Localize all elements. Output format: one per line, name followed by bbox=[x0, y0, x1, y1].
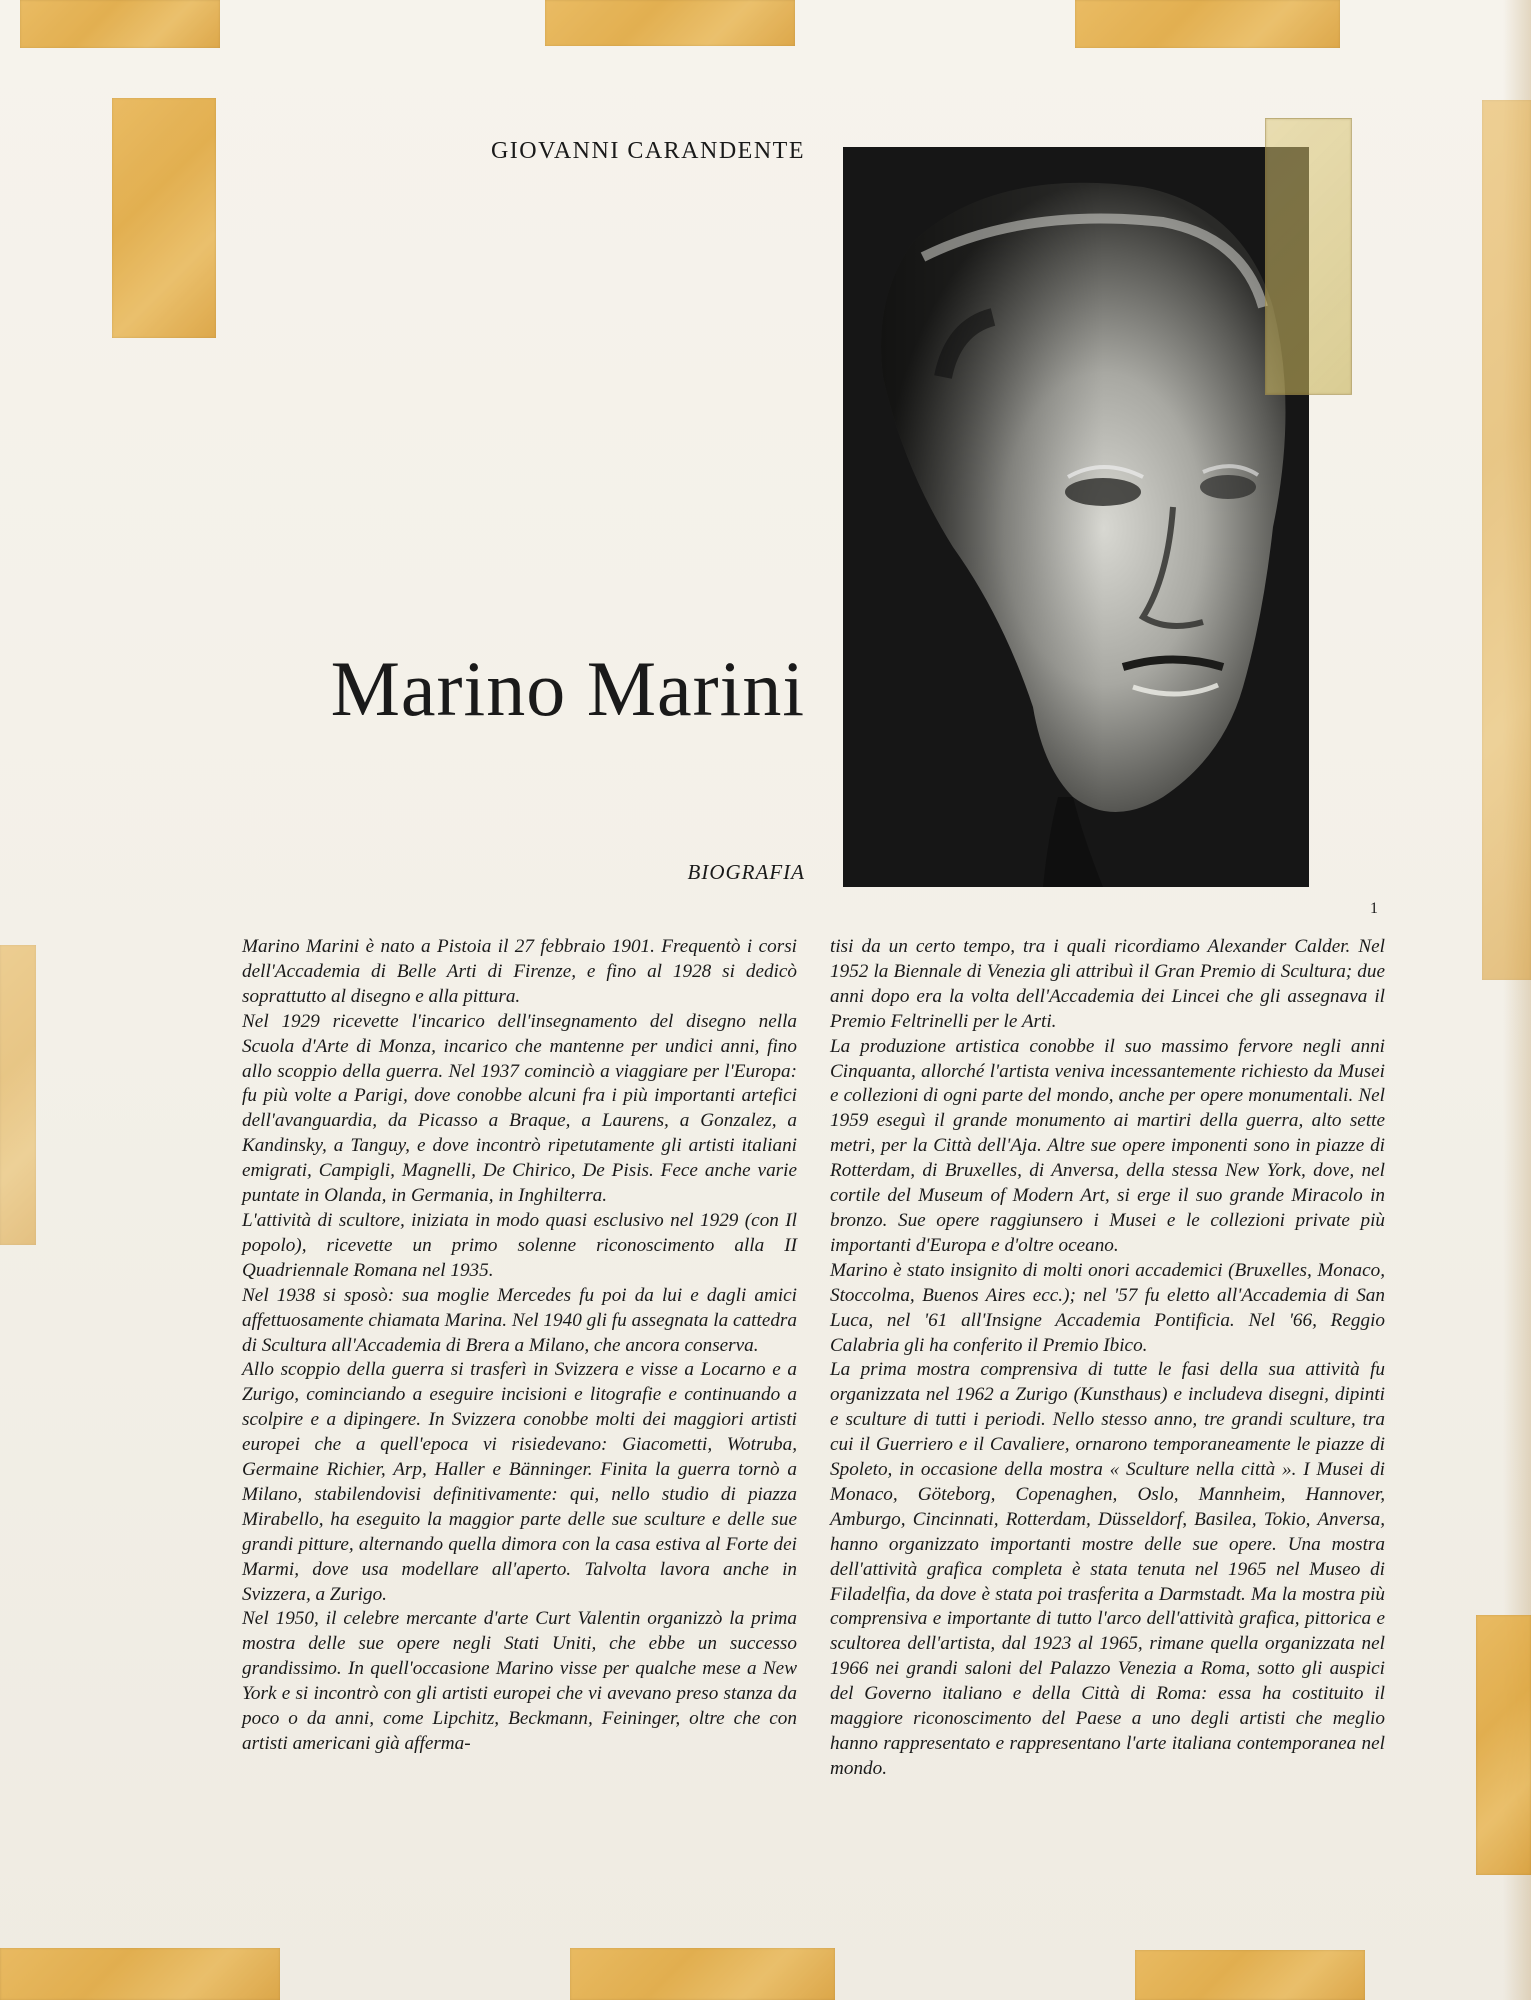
paragraph: tisi da un certo tempo, tra i quali ricordiamo Alexander Calder. Nel 1952 la Biennale di Venezia gli attribuì il Gran Premio di Scultura; due anni dopo era la volta dell'Accademia dei Lincei che gli assegnava il Premio Feltrinelli per le Arti. bbox=[830, 936, 1385, 1032]
section-subtitle: BIOGRAFIA bbox=[687, 860, 805, 884]
sculpture-photo bbox=[843, 147, 1309, 887]
paragraph: Nel 1950, il celebre mercante d'arte Curt Valentin organizzò la prima mostra delle sue opere negli Stati Uniti, che ebbe un successo grandissimo. In quell'occasione Marino visse per qualche mese a New York e si incontrò con gli artisti europei che vi avevano preso stanza da poco o da anni, come Lipchitz, Beckmann, Feininger, oltre che con artisti americani già afferma- bbox=[242, 1608, 797, 1754]
tape-bottom-left bbox=[0, 1948, 280, 2000]
tape-right-edge-lower bbox=[1476, 1615, 1531, 1875]
tape-top-right bbox=[1075, 0, 1340, 48]
tape-left-upper bbox=[112, 98, 216, 338]
tape-right-edge-upper bbox=[1482, 100, 1531, 980]
tape-top-center bbox=[545, 0, 795, 46]
paragraph: Nel 1929 ricevette l'incarico dell'insegnamento del disegno nella Scuola d'Arte di Monza, incarico che mantenne per undici anni, fino allo scoppio della guerra. Nel 1937 cominciò a viaggiare per l'Europa: fu più volte a Parigi, dove conobbe alcuni fra i più importanti artefici dell'avanguardia, da Picasso a Braque, a Laurens, a Gonzalez, a Kandinsky, a Tanguy, e dove incontrò ripetutamente gli artisti italiani emigrati, Campigli, Magnelli, De Chirico, De Pisis. Fece anche varie puntate in Olanda, in Germania, in Inghilterra. bbox=[242, 1010, 797, 1207]
paragraph: La prima mostra comprensiva di tutte le fasi della sua attività fu organizzata nel 1962 a Zurigo (Kunsthaus) e includeva disegni, dipinti e sculture di tutti i periodi. Nello stesso anno, tre grandi sculture, tra cui il Guerriero e il Cavaliere, ornarono temporaneamente le piazze di Spoleto, in occasione della mostra « Sculture nella città ». I Musei di Monaco, Göteborg, Copenaghen, Oslo, Mannheim, Hannover, Amburgo, Cincinnati, Rotterdam, Düsseldorf, Basilea, Tokio, Anversa, hanno organizzato importanti mostre delle sue opere. Una mostra dell'attività grafica completa è stata tenuta nel 1965 nel Museo di Filadelfia, da dove è stata poi trasferita a Darmstadt. Ma la mostra più comprensiva e importante di tutto l'arco dell'attività grafica, pittorica e scultorea dell'artista, dal 1923 al 1965, rimane quella organizzata nel 1966 nei grandi saloni del Palazzo Venezia a Roma, sotto gli auspici del Governo italiano e della Città di Roma: essa ha costituito il maggiore riconoscimento del Paese a uno degli artisti che meglio hanno rappresentato e rappresentano l'arte italiana contemporanea nel mondo. bbox=[830, 1359, 1385, 1779]
tape-top-left bbox=[20, 0, 220, 48]
biography-column-left bbox=[242, 935, 797, 1757]
paragraph: L'attività di scultore, iniziata in modo quasi esclusivo nel 1929 (con Il popolo), ricevette un primo solenne riconoscimento alla II Quadriennale Romana nel 1935. bbox=[242, 1209, 797, 1281]
author-name: GIOVANNI CARANDENTE bbox=[490, 138, 805, 164]
paragraph: La produzione artistica conobbe il suo massimo fervore negli anni Cinquanta, allorché l'artista veniva incessantemente richiesto da Musei e collezioni di ogni parte del mondo, anche per opere monumentali. Nel 1959 eseguì il grande monumento ai martiri della guerra, alto sette metri, per la Città dell'Aja. Altre sue opere imponenti sono in piazze di Rotterdam, di Bruxelles, di Anversa, della stessa New York, dove, nel cortile del Museum of Modern Art, si erge il suo grande Miracolo in bronzo. Sue opere raggiunsero i Musei e le collezioni private più importanti d'Europa e d'oltre oceano. bbox=[830, 1035, 1385, 1256]
paragraph: Nel 1938 si sposò: sua moglie Mercedes fu poi da lui e dagli amici affettuosamente chiamata Marina. Nel 1940 gli fu assegnata la cattedra di Scultura all'Accademia di Brera a Milano, che ancora conserva. bbox=[242, 1284, 797, 1356]
paragraph: Marino è stato insignito di molti onori accademici (Bruxelles, Monaco, Stoccolma, Buenos Aires ecc.); nel '57 fu eletto all'Accademia di San Luca, nel '61 all'Insigne Accademia Pontificia. Nel '66, Reggio Calabria gli ha conferito il Premio Ibico. bbox=[830, 1259, 1385, 1356]
page-title: Marino Marini bbox=[330, 645, 805, 732]
bronze-head-illustration bbox=[843, 147, 1309, 887]
figure-number: 1 bbox=[1370, 900, 1378, 917]
tape-bottom-center bbox=[570, 1948, 835, 2000]
paragraph: Marino Marini è nato a Pistoia il 27 febbraio 1901. Frequentò i corsi dell'Accademia di Belle Arti di Firenze, e fino al 1928 si dedicò soprattutto al disegno e alla pittura. bbox=[242, 936, 797, 1007]
biography-column-right bbox=[830, 935, 1385, 1782]
tape-bottom-right bbox=[1135, 1950, 1365, 2000]
tape-left-lower bbox=[0, 945, 36, 1245]
tape-over-photo bbox=[1265, 118, 1352, 395]
paragraph: Allo scoppio della guerra si trasferì in Svizzera e visse a Locarno e a Zurigo, cominciando a eseguire incisioni e litografie e continuando a scolpire e a dipingere. In Svizzera conobbe molti dei maggiori artisti europei che a quell'epoca vi risiedevano: Giacometti, Wotruba, Germaine Richier, Arp, Haller e Bänninger. Finita la guerra tornò a Milano, stabilendovisi definitivamente: qui, nello studio di piazza Mirabello, ha eseguito la maggior parte delle sue sculture e delle sue grandi pitture, alternando quella dimora con la casa estiva al Forte dei Marmi, dove usa modellare all'aperto. Talvolta lavora anche in Svizzera, a Zurigo. bbox=[242, 1359, 797, 1605]
